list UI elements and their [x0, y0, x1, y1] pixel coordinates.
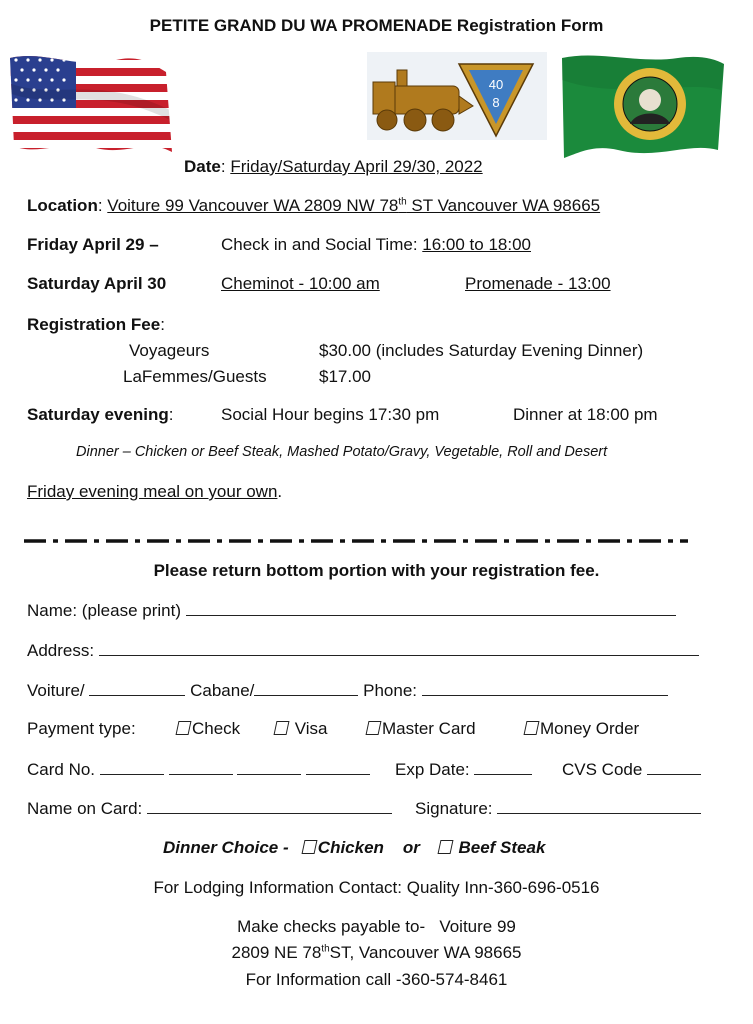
name-on-card-group	[27, 798, 392, 819]
friday-time: 16:00 to 18:00	[422, 235, 531, 254]
location-label: Location	[27, 196, 98, 215]
date-value: Friday/Saturday April 29/30, 2022	[230, 157, 483, 176]
sat-evening-label: Saturday evening	[27, 405, 169, 424]
date-label: Date	[184, 157, 221, 176]
fee-who-guests: LaFemmes/Guests	[123, 367, 267, 386]
social-hour: Social Hour begins 17:30 pm	[221, 405, 440, 424]
fee-amount-guests: $17.00	[319, 367, 371, 386]
name-on-card-label: Name on Card:	[27, 799, 143, 818]
checkbox-icon[interactable]	[301, 840, 317, 854]
address-field[interactable]	[99, 640, 699, 656]
emblem-text-bottom: 8	[492, 95, 500, 110]
voiture-row	[27, 680, 668, 701]
location-value-post: ST Vancouver WA 98665	[406, 196, 601, 215]
emblem-text-top: 40	[488, 77, 504, 92]
card-row	[27, 759, 370, 780]
checkbox-icon[interactable]	[437, 840, 453, 854]
mailing-address	[0, 943, 753, 963]
payment-option-label: Money Order	[540, 719, 640, 738]
name-field[interactable]	[186, 600, 676, 616]
location-value-pre: Voiture 99 Vancouver WA 2809 NW 78	[107, 196, 399, 215]
dinner-time: Dinner at 18:00 pm	[513, 405, 658, 424]
card-no-field-1[interactable]	[100, 759, 164, 775]
us-flag-image	[6, 52, 174, 158]
event-date: Date: Friday/Saturday April 29/30, 2022	[184, 157, 483, 176]
friday-meal-note	[27, 482, 282, 502]
payment-option-label: Master Card	[382, 719, 476, 738]
friday-meal-text: Friday evening meal on your own	[27, 482, 278, 501]
cvs-field[interactable]	[647, 759, 701, 775]
phone-label: Phone:	[363, 681, 418, 700]
dinner-choice-row	[163, 838, 545, 858]
friday-checkin	[221, 235, 531, 255]
card-no-field-4[interactable]	[306, 759, 370, 775]
saturday-evening-heading: Saturday evening:	[27, 405, 174, 424]
exp-date-label: Exp Date:	[395, 760, 470, 779]
address-row	[27, 640, 699, 661]
mailing-address-post: ST, Vancouver WA 98665	[329, 943, 522, 962]
cvs-label: CVS Code	[562, 760, 643, 779]
payment-option-visa[interactable]	[275, 719, 328, 739]
payment-option-check[interactable]	[177, 719, 240, 739]
mailing-address-pre: 2809 NE 78	[231, 943, 322, 962]
cut-line-divider	[24, 536, 688, 546]
payment-label: Payment type:	[27, 719, 136, 738]
info-phone: For Information call -360-574-8461	[245, 970, 508, 989]
address-label: Address:	[27, 641, 95, 660]
exp-date-field[interactable]	[474, 759, 532, 775]
cabane-field[interactable]	[254, 680, 358, 696]
cabane-label: Cabane/	[190, 681, 255, 700]
cheminot-time: Cheminot - 10:00 am	[221, 274, 380, 293]
phone-field[interactable]	[422, 680, 668, 696]
friday-text: Check in and Social Time:	[221, 235, 418, 254]
checkbox-icon[interactable]	[176, 721, 192, 735]
dinner-or: or	[402, 838, 420, 857]
fee-amount-voyageurs: $30.00 (includes Saturday Evening Dinner)	[319, 341, 644, 360]
checkbox-icon[interactable]	[524, 721, 540, 735]
payment-option-label: Visa	[294, 719, 328, 738]
fee-who-voyageurs: Voyageurs	[129, 341, 210, 360]
signature-field[interactable]	[497, 798, 701, 814]
washington-state-flag-image	[558, 50, 728, 162]
dinner-choice-label: Dinner Choice -	[163, 838, 289, 857]
page-title: PETITE GRAND DU WA PROMENADE Registration Form	[149, 16, 604, 35]
lodging-info: For Lodging Information Contact: Quality Inn-360-696-0516	[153, 878, 600, 897]
payment-option-money-order[interactable]	[525, 719, 639, 739]
voiture-field[interactable]	[89, 680, 185, 696]
name-label: Name: (please print)	[27, 601, 182, 620]
friday-label: Friday April 29	[27, 235, 145, 254]
registration-fee-heading: Registration Fee:	[27, 315, 165, 334]
location-sup: th	[398, 196, 407, 208]
exp-date-group	[395, 759, 532, 780]
checkbox-icon[interactable]	[366, 721, 382, 735]
voiture-label: Voiture/	[27, 681, 85, 700]
friday-meal-period: .	[277, 482, 283, 501]
mailing-address-sup: th	[321, 943, 330, 955]
name-on-card-field[interactable]	[147, 798, 392, 814]
event-location: Location: Voiture 99 Vancouver WA 2809 NW 78th ST Vancouver WA 98665	[27, 196, 601, 215]
card-no-field-2[interactable]	[169, 759, 233, 775]
forty-and-eight-train-emblem	[367, 52, 547, 140]
card-no-field-3[interactable]	[237, 759, 301, 775]
fee-label: Registration Fee	[27, 315, 161, 334]
dinner-option-beef-steak[interactable]: Beef Steak	[458, 838, 546, 857]
dinner-option-chicken[interactable]: Chicken	[317, 838, 384, 857]
signature-label: Signature:	[415, 799, 493, 818]
payment-row	[27, 719, 136, 739]
return-note: Please return bottom portion with your registration fee.	[153, 561, 600, 580]
checks-payable: Make checks payable to- Voiture 99	[237, 917, 516, 936]
cvs-group	[562, 759, 701, 780]
friday-dash: –	[144, 235, 159, 254]
name-row	[27, 600, 676, 621]
promenade-time: Promenade - 13:00	[465, 274, 611, 293]
dinner-menu: Dinner – Chicken or Beef Steak, Mashed Potato/Gravy, Vegetable, Roll and Desert	[76, 444, 608, 460]
card-no-label: Card No.	[27, 760, 96, 779]
checkbox-icon[interactable]	[274, 721, 290, 735]
friday-row-label	[27, 235, 159, 255]
payment-option-mastercard[interactable]	[367, 719, 476, 739]
payment-option-label: Check	[192, 719, 241, 738]
saturday-label: Saturday April 30	[27, 274, 167, 293]
signature-group	[415, 798, 701, 819]
